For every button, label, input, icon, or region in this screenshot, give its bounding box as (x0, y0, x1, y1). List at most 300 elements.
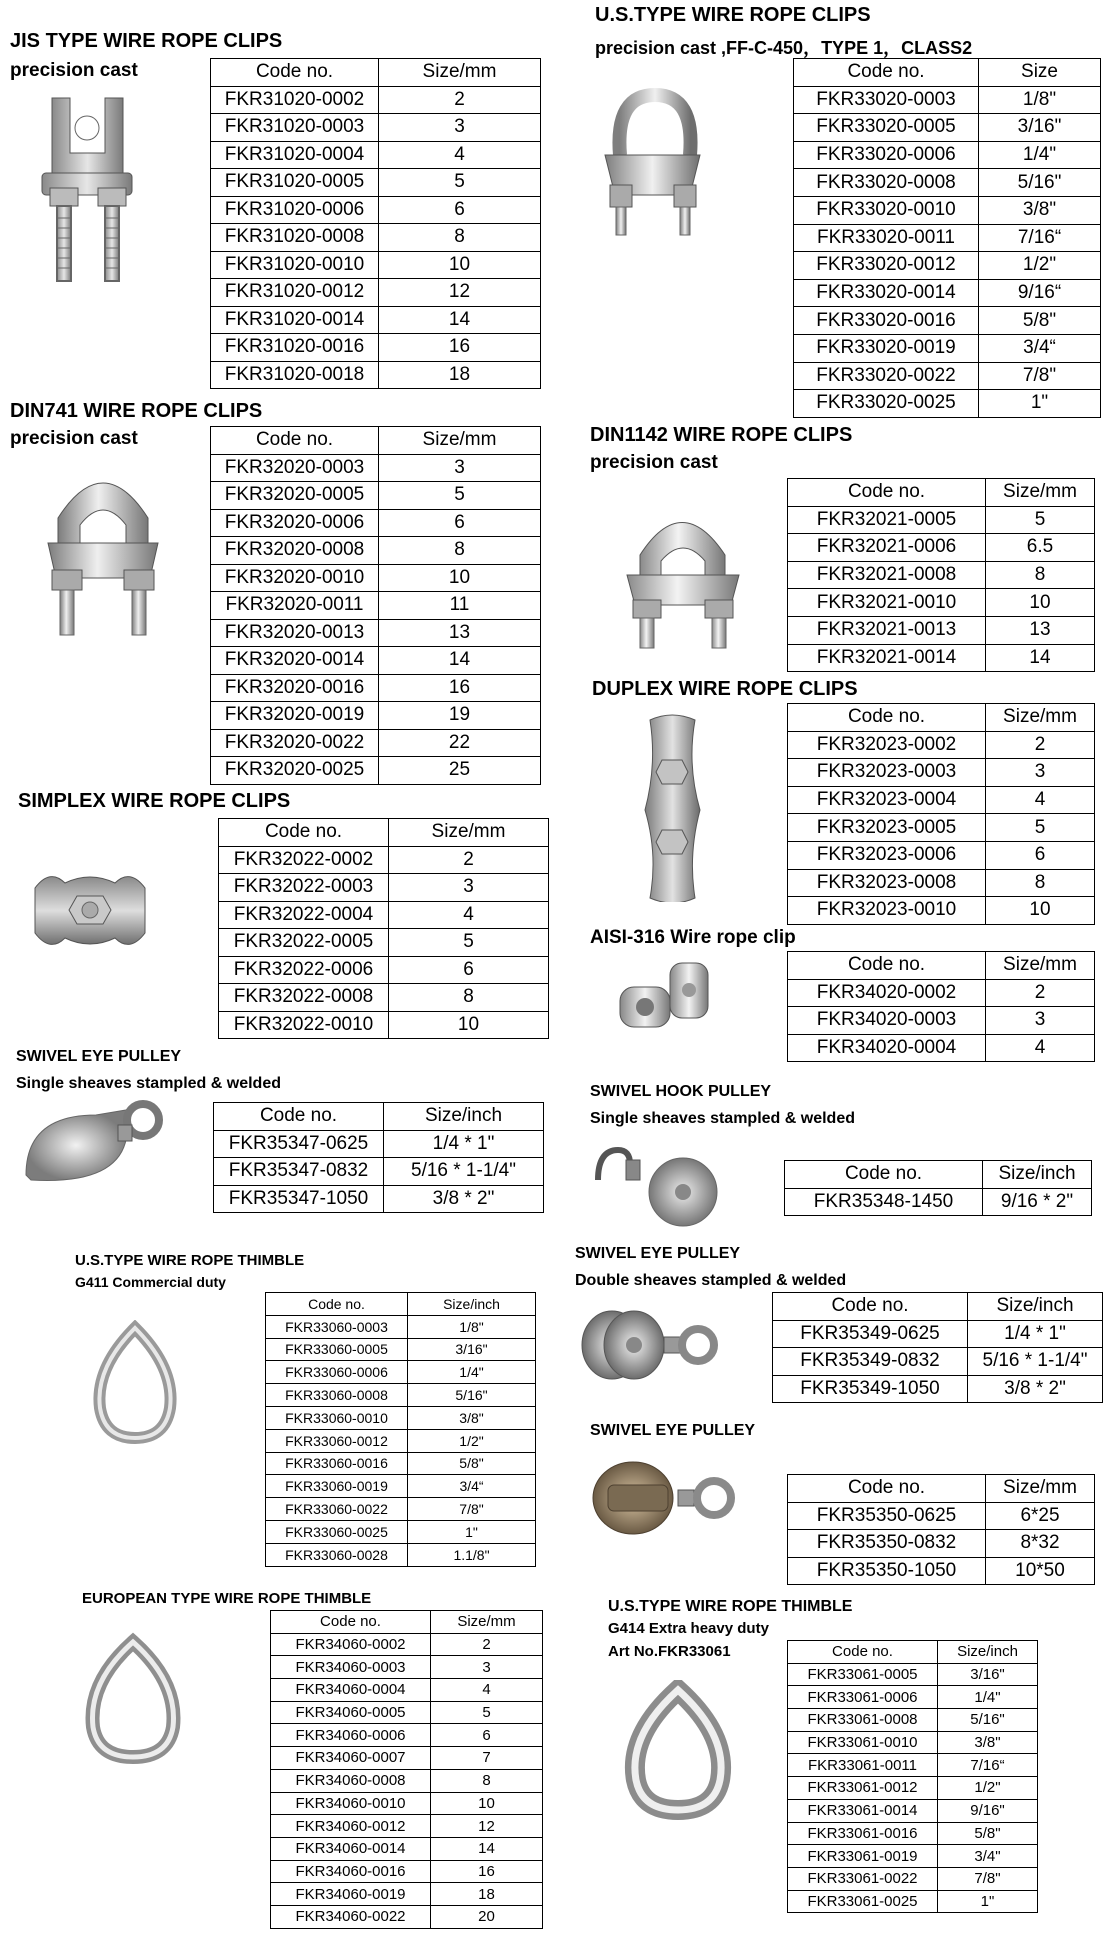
size-cell: 16 (379, 674, 541, 702)
double-pulley-bronze-icon (583, 1450, 738, 1540)
code-cell: FKR32021-0014 (788, 644, 986, 672)
table-row (788, 1822, 1038, 1845)
size-cell: 3/4“ (979, 334, 1101, 362)
table-row (211, 224, 541, 252)
header-size: Size/mm (986, 952, 1095, 980)
size-cell: 2 (986, 731, 1095, 759)
code-cell: FKR33020-0016 (794, 307, 979, 335)
code-cell: FKR31020-0010 (211, 251, 379, 279)
size-cell: 6 (379, 509, 541, 537)
code-cell: FKR31020-0002 (211, 86, 379, 114)
header-code-no: Code no. (211, 59, 379, 87)
saddle-clip-icon (615, 495, 750, 650)
code-cell: FKR32021-0006 (788, 534, 986, 562)
code-cell: FKR32020-0019 (211, 702, 379, 730)
size-cell: 4 (379, 141, 541, 169)
table-row (271, 1724, 543, 1747)
size-cell: 7/8" (408, 1498, 536, 1521)
code-cell: FKR35347-1050 (214, 1185, 384, 1213)
code-cell: FKR31020-0005 (211, 169, 379, 197)
spec-table (787, 1640, 1038, 1913)
table-row (788, 1867, 1038, 1890)
table-row (266, 1429, 536, 1452)
table-header-row (788, 1475, 1095, 1503)
thimble-icon (75, 1632, 190, 1767)
code-cell: FKR33061-0025 (788, 1890, 938, 1913)
table-row (788, 1845, 1038, 1868)
table-row (788, 869, 1095, 897)
ferrule-clip-icon (610, 955, 740, 1040)
code-cell: FKR33060-0028 (266, 1543, 408, 1566)
section-title: JIS TYPE WIRE ROPE CLIPS (10, 30, 283, 52)
size-cell: 7/16“ (938, 1754, 1038, 1777)
code-cell: FKR33020-0010 (794, 196, 979, 224)
header-size: Size/mm (379, 427, 541, 455)
table-row (788, 506, 1095, 534)
code-cell: FKR35347-0832 (214, 1158, 384, 1186)
section-subtitle: G411 Commercial duty (75, 1274, 226, 1290)
size-cell: 3/4“ (408, 1475, 536, 1498)
section-subtitle: precision cast ,FF-C-450，TYPE 1，CLASS2 (595, 38, 973, 58)
table-row (211, 619, 541, 647)
code-cell: FKR35349-1050 (773, 1375, 968, 1403)
code-cell: FKR35350-1050 (788, 1557, 986, 1585)
table-row (211, 564, 541, 592)
size-cell: 10 (986, 897, 1095, 925)
size-cell: 7/8" (979, 362, 1101, 390)
size-cell: 1/2" (938, 1777, 1038, 1800)
table-header-row (211, 427, 541, 455)
spec-table (210, 58, 541, 389)
code-cell: FKR31020-0008 (211, 224, 379, 252)
table-row (788, 1731, 1038, 1754)
code-cell: FKR35350-0832 (788, 1530, 986, 1558)
code-cell: FKR33061-0008 (788, 1709, 938, 1732)
table-row (266, 1406, 536, 1429)
table-row (788, 1799, 1038, 1822)
table-row (773, 1320, 1103, 1348)
code-cell: FKR34060-0012 (271, 1815, 431, 1838)
spec-table (787, 703, 1095, 925)
header-size: Size/inch (968, 1293, 1103, 1321)
code-cell: FKR33061-0006 (788, 1686, 938, 1709)
table-row (794, 169, 1101, 197)
size-cell: 4 (389, 901, 549, 929)
table-header-row (214, 1103, 544, 1131)
size-cell: 8 (379, 224, 541, 252)
table-row (271, 1792, 543, 1815)
section-subtitle: precision cast (590, 452, 718, 473)
code-cell: FKR33061-0014 (788, 1799, 938, 1822)
table-row (794, 141, 1101, 169)
code-cell: FKR31020-0014 (211, 306, 379, 334)
table-row (788, 731, 1095, 759)
code-cell: FKR32022-0008 (219, 984, 389, 1012)
size-cell: 8 (379, 537, 541, 565)
swivel-eye-pulley-icon (18, 1095, 168, 1190)
table-row (271, 1883, 543, 1906)
code-cell: FKR33020-0008 (794, 169, 979, 197)
header-code-no: Code no. (219, 819, 389, 847)
code-cell: FKR33060-0016 (266, 1452, 408, 1475)
table-header-row (773, 1293, 1103, 1321)
simplex-clip-icon (25, 858, 155, 963)
size-cell: 8 (986, 561, 1095, 589)
spec-table (265, 1292, 536, 1567)
size-cell: 5/8" (979, 307, 1101, 335)
code-cell: FKR33020-0006 (794, 141, 979, 169)
table-row (219, 874, 549, 902)
size-cell: 3/16" (938, 1663, 1038, 1686)
size-cell: 1/2" (979, 252, 1101, 280)
code-cell: FKR34060-0016 (271, 1860, 431, 1883)
table-row (214, 1185, 544, 1213)
code-cell: FKR33061-0011 (788, 1754, 938, 1777)
code-cell: FKR33060-0019 (266, 1475, 408, 1498)
spec-table (218, 818, 549, 1039)
size-cell: 3/8" (408, 1406, 536, 1429)
section-title: U.S.TYPE WIRE ROPE CLIPS (595, 4, 871, 26)
size-cell: 20 (431, 1905, 543, 1928)
section-title: SWIVEL EYE PULLEY (16, 1048, 182, 1065)
code-cell: FKR33060-0003 (266, 1315, 408, 1338)
table-header-row (271, 1611, 543, 1634)
size-cell: 1" (938, 1890, 1038, 1913)
size-cell: 1/2" (408, 1429, 536, 1452)
code-cell: FKR33060-0022 (266, 1498, 408, 1521)
header-size: Size/mm (379, 59, 541, 87)
code-cell: FKR32020-0008 (211, 537, 379, 565)
table-row (211, 454, 541, 482)
size-cell: 2 (986, 979, 1095, 1007)
code-cell: FKR33060-0005 (266, 1338, 408, 1361)
size-cell: 14 (431, 1837, 543, 1860)
table-header-row (211, 59, 541, 87)
code-cell: FKR32020-0022 (211, 729, 379, 757)
size-cell: 10 (379, 251, 541, 279)
header-size: Size/inch (408, 1293, 536, 1316)
header-size: Size/mm (431, 1611, 543, 1634)
table-row (271, 1701, 543, 1724)
header-code-no: Code no. (788, 952, 986, 980)
table-row (788, 644, 1095, 672)
size-cell: 5/16" (979, 169, 1101, 197)
size-cell: 5/16" (938, 1709, 1038, 1732)
code-cell: FKR32022-0005 (219, 929, 389, 957)
code-cell: FKR35349-0625 (773, 1320, 968, 1348)
table-row (271, 1747, 543, 1770)
table-row (211, 729, 541, 757)
table-row (211, 169, 541, 197)
table-row (214, 1158, 544, 1186)
size-cell: 10 (379, 564, 541, 592)
thimble-icon (85, 1320, 185, 1450)
size-cell: 8*32 (986, 1530, 1095, 1558)
header-size: Size/mm (986, 479, 1095, 507)
code-cell: FKR31020-0004 (211, 141, 379, 169)
section-title: SIMPLEX WIRE ROPE CLIPS (18, 790, 291, 812)
code-cell: FKR31020-0003 (211, 114, 379, 142)
section-title: U.S.TYPE WIRE ROPE THIMBLE (75, 1252, 305, 1269)
table-row (271, 1815, 543, 1838)
size-cell: 2 (431, 1633, 543, 1656)
code-cell: FKR34060-0022 (271, 1905, 431, 1928)
table-header-row (219, 819, 549, 847)
table-row (788, 786, 1095, 814)
table-row (788, 616, 1095, 644)
code-cell: FKR33061-0005 (788, 1663, 938, 1686)
size-cell: 11 (379, 592, 541, 620)
size-cell: 3 (431, 1656, 543, 1679)
table-row (266, 1475, 536, 1498)
code-cell: FKR33061-0016 (788, 1822, 938, 1845)
table-row (219, 1011, 549, 1039)
section-title: SWIVEL HOOK PULLEY (590, 1083, 772, 1100)
size-cell: 10 (431, 1792, 543, 1815)
code-cell: FKR32023-0006 (788, 841, 986, 869)
spec-table (784, 1160, 1092, 1216)
table-row (794, 114, 1101, 142)
table-row (271, 1633, 543, 1656)
size-cell: 3/16" (408, 1338, 536, 1361)
table-row (794, 390, 1101, 418)
size-cell: 1/4" (979, 141, 1101, 169)
section-subtitle: Double sheaves stampled & welded (575, 1272, 847, 1289)
size-cell: 13 (986, 616, 1095, 644)
header-size: Size/inch (384, 1103, 544, 1131)
code-cell: FKR33061-0012 (788, 1777, 938, 1800)
code-cell: FKR32021-0008 (788, 561, 986, 589)
header-size: Size/inch (983, 1161, 1092, 1189)
size-cell: 3/4" (938, 1845, 1038, 1868)
table-row (266, 1384, 536, 1407)
code-cell: FKR32020-0013 (211, 619, 379, 647)
code-cell: FKR32020-0014 (211, 647, 379, 675)
table-row (788, 1890, 1038, 1913)
size-cell: 5 (379, 169, 541, 197)
code-cell: FKR33020-0025 (794, 390, 979, 418)
code-cell: FKR34020-0003 (788, 1007, 986, 1035)
table-row (219, 929, 549, 957)
code-cell: FKR32022-0003 (219, 874, 389, 902)
table-row (788, 1557, 1095, 1585)
code-cell: FKR33060-0008 (266, 1384, 408, 1407)
table-row (773, 1348, 1103, 1376)
table-row (788, 1686, 1038, 1709)
code-cell: FKR33020-0012 (794, 252, 979, 280)
table-row (788, 589, 1095, 617)
code-cell: FKR34060-0002 (271, 1633, 431, 1656)
saddle-clip-icon (38, 458, 168, 636)
table-row (788, 1754, 1038, 1777)
code-cell: FKR34060-0008 (271, 1769, 431, 1792)
code-cell: FKR34060-0010 (271, 1792, 431, 1815)
size-cell: 6*25 (986, 1502, 1095, 1530)
table-row (266, 1315, 536, 1338)
table-header-row (788, 952, 1095, 980)
size-cell: 3 (986, 1007, 1095, 1035)
size-cell: 4 (431, 1679, 543, 1702)
table-row (788, 1709, 1038, 1732)
table-row (271, 1679, 543, 1702)
size-cell: 22 (379, 729, 541, 757)
table-row (266, 1338, 536, 1361)
size-cell: 6 (986, 841, 1095, 869)
size-cell: 14 (379, 647, 541, 675)
size-cell: 1/8" (979, 86, 1101, 114)
header-code-no: Code no. (788, 704, 986, 732)
size-cell: 5/16 * 1-1/4" (384, 1158, 544, 1186)
table-row (788, 979, 1095, 1007)
code-cell: FKR34060-0005 (271, 1701, 431, 1724)
size-cell: 1/4 * 1" (384, 1130, 544, 1158)
table-row (211, 361, 541, 389)
spec-table (787, 951, 1095, 1062)
size-cell: 9/16" (938, 1799, 1038, 1822)
code-cell: FKR33020-0014 (794, 279, 979, 307)
table-row (788, 1777, 1038, 1800)
spec-table (270, 1610, 543, 1929)
code-cell: FKR33020-0005 (794, 114, 979, 142)
size-cell: 4 (986, 786, 1095, 814)
table-row (214, 1130, 544, 1158)
table-row (785, 1188, 1092, 1216)
code-cell: FKR32020-0011 (211, 592, 379, 620)
table-row (794, 307, 1101, 335)
table-row (788, 534, 1095, 562)
code-cell: FKR34020-0002 (788, 979, 986, 1007)
size-cell: 5 (389, 929, 549, 957)
header-code-no: Code no. (788, 1475, 986, 1503)
size-cell: 14 (986, 644, 1095, 672)
table-header-row (794, 59, 1101, 87)
header-code-no: Code no. (788, 479, 986, 507)
size-cell: 12 (379, 279, 541, 307)
size-cell: 2 (389, 846, 549, 874)
code-cell: FKR32020-0016 (211, 674, 379, 702)
code-cell: FKR33061-0022 (788, 1867, 938, 1890)
code-cell: FKR32020-0006 (211, 509, 379, 537)
code-cell: FKR33060-0025 (266, 1520, 408, 1543)
header-size: Size/mm (986, 704, 1095, 732)
code-cell: FKR32023-0008 (788, 869, 986, 897)
table-row (271, 1656, 543, 1679)
table-row (211, 757, 541, 785)
code-cell: FKR34060-0004 (271, 1679, 431, 1702)
code-cell: FKR33020-0019 (794, 334, 979, 362)
code-cell: FKR33020-0011 (794, 224, 979, 252)
size-cell: 3/8 * 2" (968, 1375, 1103, 1403)
u-bolt-clip-icon (30, 88, 145, 288)
size-cell: 6 (389, 956, 549, 984)
table-row (211, 334, 541, 362)
size-cell: 1/4" (408, 1361, 536, 1384)
code-cell: FKR34060-0019 (271, 1883, 431, 1906)
code-cell: FKR32020-0005 (211, 482, 379, 510)
table-row (788, 561, 1095, 589)
size-cell: 8 (431, 1769, 543, 1792)
size-cell: 3 (379, 114, 541, 142)
size-cell: 3 (389, 874, 549, 902)
table-row (271, 1860, 543, 1883)
code-cell: FKR32022-0010 (219, 1011, 389, 1039)
code-cell: FKR33061-0010 (788, 1731, 938, 1754)
table-row (219, 956, 549, 984)
size-cell: 16 (431, 1860, 543, 1883)
table-row (794, 334, 1101, 362)
table-row (211, 196, 541, 224)
size-cell: 6 (431, 1724, 543, 1747)
size-cell: 18 (431, 1883, 543, 1906)
heavy-thimble-icon (618, 1680, 738, 1820)
header-code-no: Code no. (266, 1293, 408, 1316)
size-cell: 7/16“ (979, 224, 1101, 252)
size-cell: 3 (379, 454, 541, 482)
header-code-no: Code no. (788, 1641, 938, 1664)
table-row (211, 592, 541, 620)
code-cell: FKR32020-0003 (211, 454, 379, 482)
table-row (211, 702, 541, 730)
table-row (788, 1530, 1095, 1558)
section-title: DIN1142 WIRE ROPE CLIPS (590, 424, 853, 446)
spec-table (787, 1474, 1095, 1585)
table-row (266, 1361, 536, 1384)
size-cell: 9/16“ (979, 279, 1101, 307)
table-row (788, 759, 1095, 787)
size-cell: 10*50 (986, 1557, 1095, 1585)
table-row (788, 1007, 1095, 1035)
code-cell: FKR32023-0005 (788, 814, 986, 842)
table-row (794, 224, 1101, 252)
table-header-row (788, 479, 1095, 507)
table-row (219, 846, 549, 874)
size-cell: 3/8" (979, 196, 1101, 224)
spec-table (210, 426, 541, 785)
section-title: DIN741 WIRE ROPE CLIPS (10, 400, 263, 422)
header-size: Size/inch (938, 1641, 1038, 1664)
size-cell: 5 (431, 1701, 543, 1724)
table-row (794, 279, 1101, 307)
table-row (219, 984, 549, 1012)
table-row (211, 114, 541, 142)
code-cell: FKR32021-0010 (788, 589, 986, 617)
table-row (211, 674, 541, 702)
header-code-no: Code no. (214, 1103, 384, 1131)
size-cell: 5/8" (408, 1452, 536, 1475)
section-title: SWIVEL EYE PULLEY (575, 1245, 741, 1262)
table-row (219, 901, 549, 929)
header-size: Size/mm (986, 1475, 1095, 1503)
code-cell: FKR33060-0010 (266, 1406, 408, 1429)
header-code-no: Code no. (794, 59, 979, 87)
code-cell: FKR33060-0012 (266, 1429, 408, 1452)
us-clip-icon (590, 85, 715, 240)
table-row (266, 1498, 536, 1521)
size-cell: 5 (379, 482, 541, 510)
swivel-hook-pulley-icon (588, 1140, 733, 1230)
table-row (794, 86, 1101, 114)
size-cell: 1" (408, 1520, 536, 1543)
table-row (211, 482, 541, 510)
size-cell: 19 (379, 702, 541, 730)
spec-table (793, 58, 1101, 418)
table-row (266, 1452, 536, 1475)
section-title: EUROPEAN TYPE WIRE ROPE THIMBLE (82, 1590, 372, 1607)
code-cell: FKR32023-0003 (788, 759, 986, 787)
size-cell: 25 (379, 757, 541, 785)
code-cell: FKR32020-0010 (211, 564, 379, 592)
table-row (794, 362, 1101, 390)
